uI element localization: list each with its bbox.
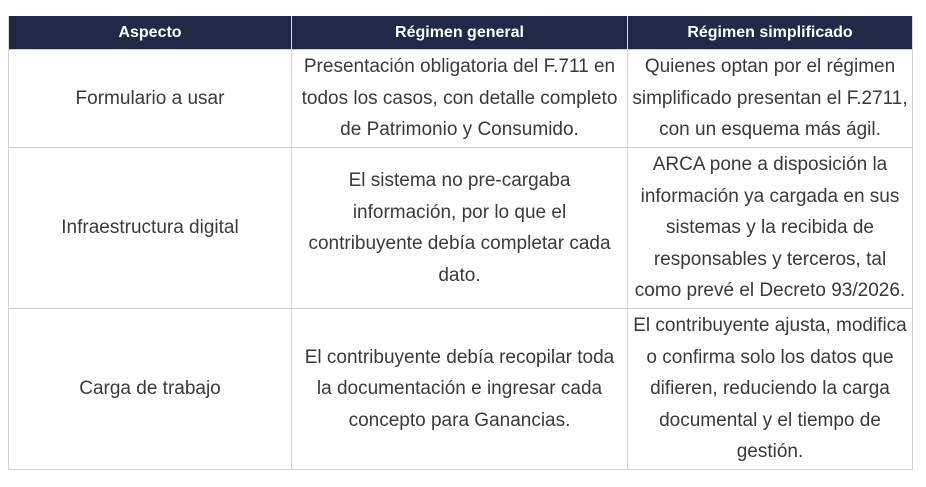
cell-regimen-general: Presentación obligatoria del F.711 en todos los casos, con detalle completo de Patrimonio y Consumido.	[292, 50, 628, 148]
comparison-table-container	[8, 16, 912, 470]
table-row	[9, 50, 913, 148]
table-row	[9, 309, 913, 470]
cell-aspecto: Infraestructura digital	[9, 148, 292, 309]
comparison-table	[8, 16, 913, 470]
header-regimen-general: Régimen general	[292, 16, 628, 50]
header-regimen-simplificado: Régimen simplificado	[628, 16, 913, 50]
cell-regimen-general: El sistema no pre-cargaba información, por lo que el contribuyente debía completar cada dato.	[292, 148, 628, 309]
cell-aspecto: Carga de trabajo	[9, 309, 292, 470]
table-header	[9, 16, 913, 50]
header-row	[9, 16, 913, 50]
cell-aspecto: Formulario a usar	[9, 50, 292, 148]
cell-regimen-simplificado: El contribuyente ajusta, modifica o confirma solo los datos que difieren, reduciendo la carga documental y el tiempo de gestión.	[628, 309, 913, 470]
cell-regimen-general: El contribuyente debía recopilar toda la documentación e ingresar cada concepto para Ganancias.	[292, 309, 628, 470]
table-body	[9, 50, 913, 470]
cell-regimen-simplificado: ARCA pone a disposición la información ya cargada en sus sistemas y la recibida de responsables y terceros, tal como prevé el Decreto 93/2026.	[628, 148, 913, 309]
cell-regimen-simplificado: Quienes optan por el régimen simplificado presentan el F.2711, con un esquema más ágil.	[628, 50, 913, 148]
header-aspecto: Aspecto	[9, 16, 292, 50]
table-row	[9, 148, 913, 309]
